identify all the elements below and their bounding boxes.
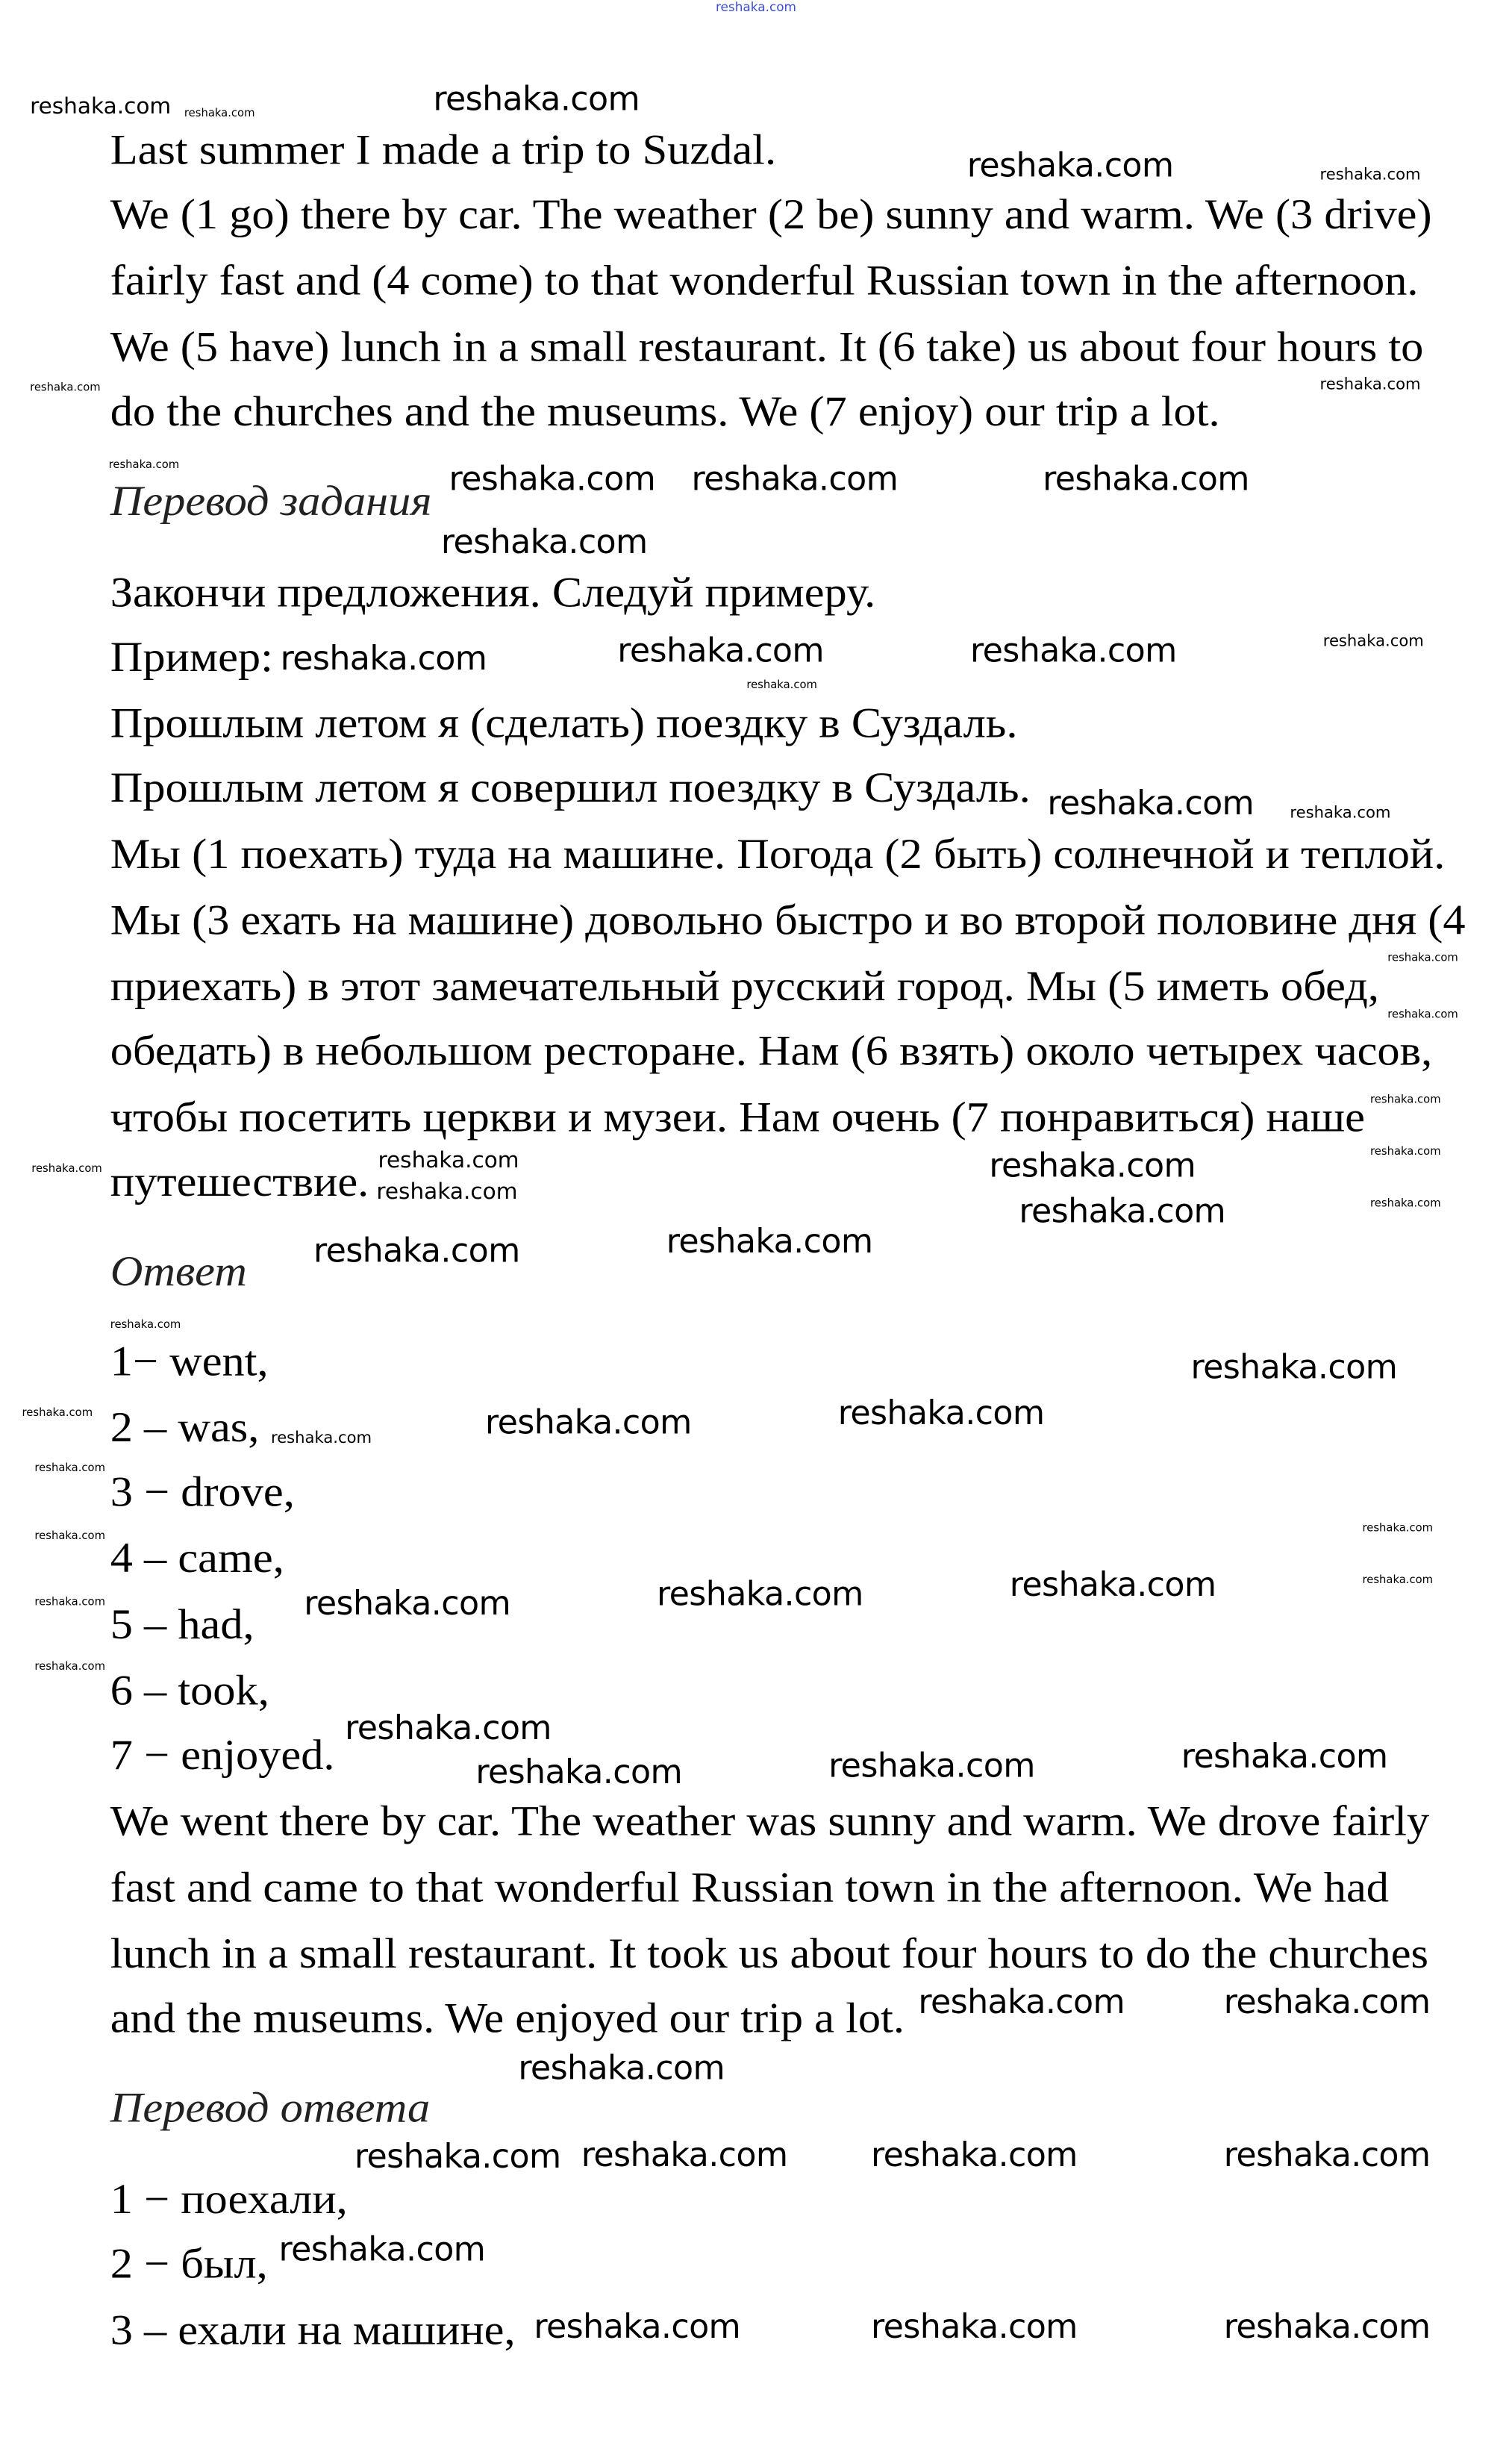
- watermark: reshaka.com: [30, 94, 172, 120]
- task-line: We (1 go) there by car. The weather (2 be) sunny and warm. We (3 drive): [110, 190, 1432, 238]
- watermark: reshaka.com: [1362, 1573, 1434, 1587]
- watermark: reshaka.com: [871, 2307, 1078, 2346]
- watermark: reshaka.com: [1319, 376, 1421, 395]
- watermark: reshaka.com: [1223, 2135, 1431, 2174]
- watermark: reshaka.com: [34, 1660, 106, 1673]
- task-line: do the churches and the museums. We (7 enjoy) our trip a lot.: [110, 387, 1220, 435]
- answer-item: 4 – came,: [110, 1534, 284, 1582]
- watermark: reshaka.com: [1387, 1008, 1458, 1021]
- answer-text-line: fast and came to that wonderful Russian town in the afternoon. We had: [110, 1863, 1390, 1911]
- watermark: reshaka.com: [270, 1430, 372, 1448]
- translation-heading: Перевод задания: [110, 477, 432, 525]
- watermark: reshaka.com: [534, 2307, 741, 2346]
- watermark: reshaka.com: [1190, 1348, 1398, 1386]
- watermark: reshaka.com: [1047, 784, 1255, 823]
- watermark: reshaka.com: [966, 146, 1174, 184]
- watermark: reshaka.com: [354, 2137, 561, 2176]
- translation-line: обедать) в небольшом ресторане. Нам (6 взять) около четырех часов,: [110, 1026, 1433, 1075]
- watermark: reshaka.com: [280, 639, 487, 678]
- watermark: reshaka.com: [666, 1222, 873, 1261]
- watermark: reshaka.com: [1009, 1565, 1216, 1604]
- watermark: reshaka.com: [1370, 1145, 1441, 1158]
- answer-translation-item: 1 − поехали,: [110, 2175, 348, 2223]
- watermark: reshaka.com: [304, 1584, 511, 1623]
- translation-line: Пример:: [110, 633, 273, 681]
- watermark: reshaka.com: [110, 1318, 181, 1332]
- answer-heading: Ответ: [110, 1247, 247, 1295]
- watermark: reshaka.com: [433, 80, 640, 119]
- watermark: reshaka.com: [828, 1747, 1035, 1785]
- watermark: reshaka.com: [440, 522, 648, 561]
- task-line: We (5 have) lunch in a small restaurant. It (6 take) us about four hours to: [110, 322, 1424, 370]
- watermark: reshaka.com: [345, 1709, 552, 1747]
- watermark: reshaka.com: [746, 678, 817, 692]
- watermark: reshaka.com: [31, 1162, 102, 1176]
- task-line: Last summer I made a trip to Suzdal.: [110, 125, 777, 174]
- watermark: reshaka.com: [1019, 1192, 1226, 1231]
- watermark: reshaka.com: [1223, 2307, 1431, 2346]
- watermark: reshaka.com: [970, 631, 1177, 670]
- answer-translation-item: 3 – ехали на машине,: [110, 2306, 516, 2353]
- answer-item: 2 – was,: [110, 1403, 260, 1451]
- watermark: reshaka.com: [34, 1461, 106, 1475]
- translation-line: Мы (1 поехать) туда на машине. Погода (2 быть) солнечной и теплой.: [110, 830, 1446, 878]
- watermark: reshaka.com: [1370, 1197, 1441, 1210]
- watermark: reshaka.com: [34, 1595, 106, 1609]
- watermark: reshaka.com: [1322, 633, 1424, 652]
- translation-line: Прошлым летом я (сделать) поездку в Суздаль.: [110, 699, 1018, 747]
- answer-text-line: lunch in a small restaurant. It took us about four hours to do the churches: [110, 1929, 1429, 1977]
- top-watermark: reshaka.com: [715, 0, 797, 14]
- watermark: reshaka.com: [871, 2135, 1078, 2174]
- task-line: fairly fast and (4 come) to that wonderful Russian town in the afternoon.: [110, 256, 1419, 305]
- watermark: reshaka.com: [1290, 805, 1391, 823]
- watermark: reshaka.com: [1387, 951, 1458, 964]
- watermark: reshaka.com: [1319, 167, 1421, 185]
- watermark: reshaka.com: [108, 458, 180, 471]
- watermark: reshaka.com: [485, 1403, 692, 1441]
- watermark: reshaka.com: [657, 1575, 863, 1613]
- watermark: reshaka.com: [376, 1179, 518, 1205]
- watermark: reshaka.com: [184, 107, 255, 120]
- watermark: reshaka.com: [1370, 1093, 1441, 1106]
- translation-line: путешествие.: [110, 1158, 369, 1205]
- answer-item: 6 – took,: [110, 1666, 269, 1715]
- watermark: reshaka.com: [837, 1394, 1045, 1432]
- answer-item: 7 − enjoyed.: [110, 1731, 335, 1779]
- translation-line: чтобы посетить церкви и музеи. Нам очень (7 понравиться) наше: [110, 1093, 1365, 1141]
- watermark: reshaka.com: [22, 1406, 93, 1420]
- watermark: reshaka.com: [475, 1753, 683, 1791]
- answer-item: 5 – had,: [110, 1600, 254, 1648]
- watermark: reshaka.com: [278, 2230, 486, 2268]
- watermark: reshaka.com: [313, 1232, 520, 1270]
- watermark: reshaka.com: [918, 1982, 1125, 2021]
- translation-line: Закончи предложения. Следуй примеру.: [110, 568, 876, 617]
- watermark: reshaka.com: [1223, 1982, 1431, 2021]
- answer-text-line: and the museums. We enjoyed our trip a lot.: [110, 1994, 905, 2042]
- watermark: reshaka.com: [34, 1529, 106, 1543]
- answer-translation-heading: Перевод ответа: [110, 2084, 431, 2132]
- watermark: reshaka.com: [30, 381, 101, 394]
- translation-line: Мы (3 ехать на машине) довольно быстро и во второй половине дня (4: [110, 896, 1466, 944]
- watermark: reshaka.com: [989, 1146, 1196, 1185]
- watermark: reshaka.com: [581, 2135, 788, 2174]
- answer-translation-item: 2 − был,: [110, 2239, 268, 2288]
- answer-text-line: We went there by car. The weather was sunny and warm. We drove fairly: [110, 1797, 1430, 1845]
- watermark: reshaka.com: [518, 2049, 725, 2088]
- watermark: reshaka.com: [1181, 1737, 1388, 1776]
- watermark: reshaka.com: [449, 460, 656, 498]
- translation-line: приехать) в этот замечательный русский город. Мы (5 иметь обед,: [110, 962, 1380, 1010]
- watermark: reshaka.com: [617, 631, 824, 670]
- answer-item: 3 − drove,: [110, 1467, 295, 1516]
- watermark: reshaka.com: [378, 1148, 519, 1174]
- watermark: reshaka.com: [691, 460, 899, 498]
- watermark: reshaka.com: [1043, 460, 1249, 498]
- answer-item: 1− went,: [110, 1337, 269, 1385]
- translation-line: Прошлым летом я совершил поездку в Суздаль.: [110, 764, 1031, 811]
- watermark: reshaka.com: [1362, 1521, 1434, 1535]
